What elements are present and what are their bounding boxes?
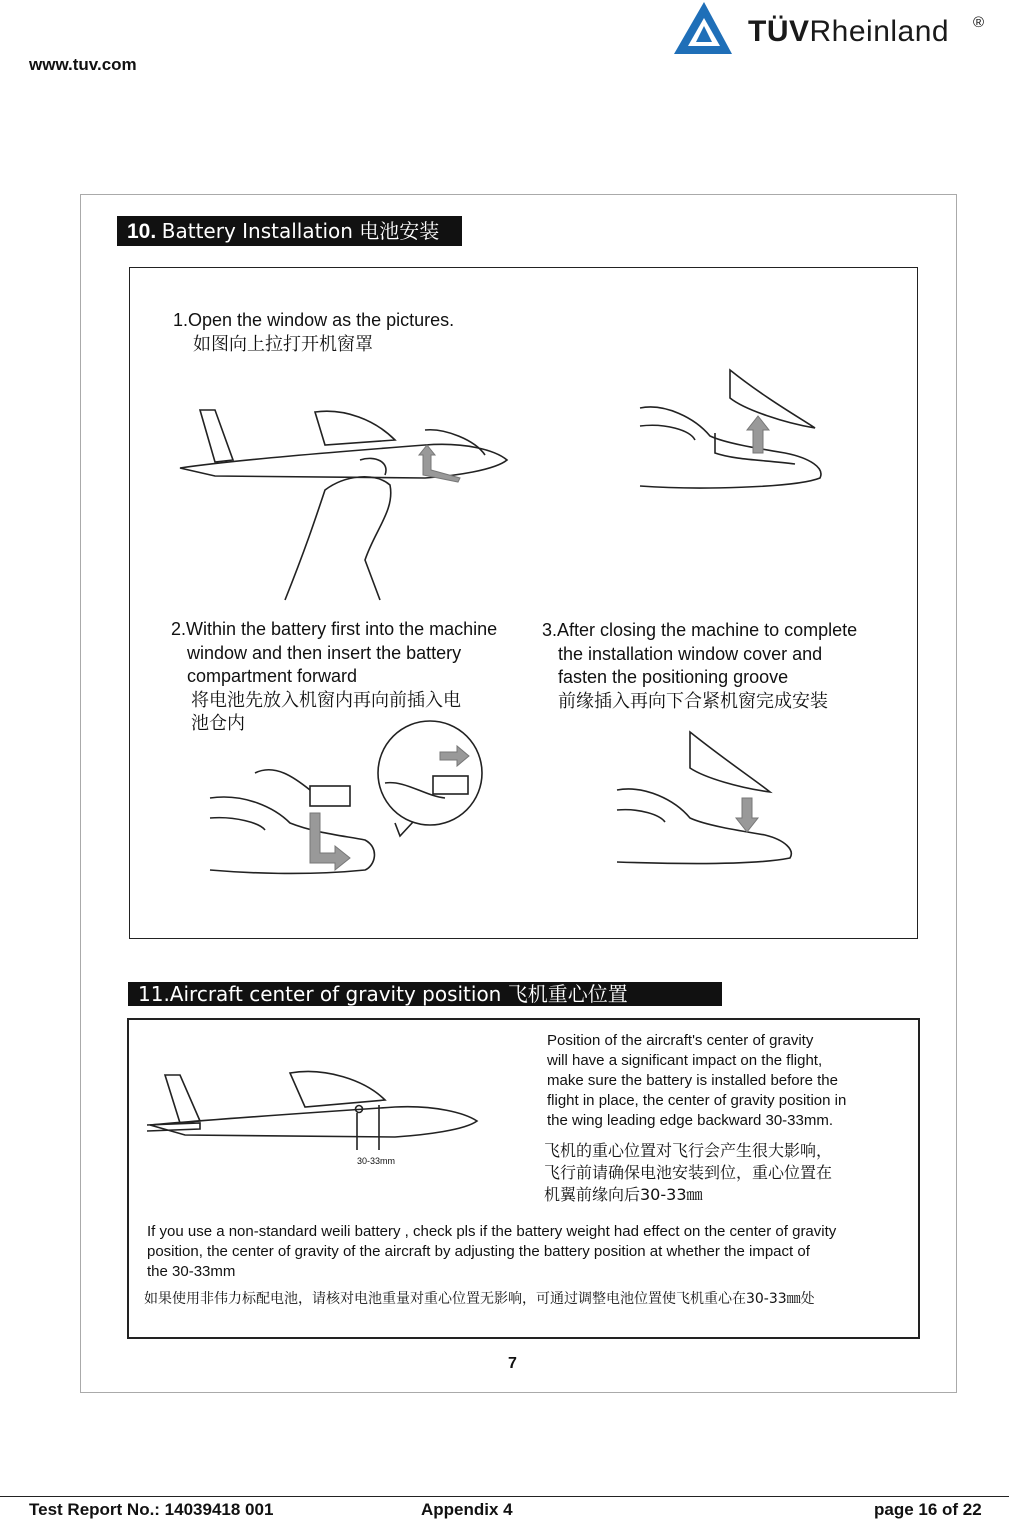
nonstandard-battery-note-zh: 如果使用非伟力标配电池，请核对电池重量对重心位置无影响，可通过调整电池位置使飞机重心在30-33㎜处 [144, 1291, 815, 1307]
step2-en-3: compartment forward [187, 666, 358, 686]
nonstd-en-1: If you use a non-standard weili battery , check pls if the battery weight had effect on the center of gravity [147, 1223, 837, 1240]
section10-title-bar [117, 216, 462, 246]
section10-number: 10. [127, 220, 157, 243]
cg-zh-2: 飞行前请确保电池安装到位，重心位置在 [544, 1163, 833, 1182]
nonstd-en-2: position, the center of gravity of the aircraft by adjusting the battery position at whether the impact of [147, 1243, 810, 1260]
cg-zh-1: 飞机的重心位置对飞行会产生很大影响， [544, 1141, 833, 1160]
step3-en-2: the installation window cover and [558, 643, 823, 664]
step2-zh-2: 池仓内 [191, 713, 245, 734]
cg-en-3: make sure the battery is installed before the [547, 1072, 838, 1089]
cg-en-5: the wing leading edge backward 30-33mm. [547, 1112, 834, 1129]
nonstd-en-3: the 30-33mm [147, 1263, 236, 1280]
cg-description-zh [544, 1140, 894, 1206]
site-url: www.tuv.com [29, 55, 137, 74]
manual-page-number: 7 [508, 1355, 517, 1372]
section10-title: Battery Installation 电池安装 [161, 219, 440, 243]
step2-en-1: 2.Within the battery first into the machine [171, 619, 498, 639]
cg-dimension-label: 30-33mm [357, 1156, 396, 1166]
footer-appendix: Appendix 4 [421, 1500, 513, 1519]
step3-text [542, 619, 902, 713]
section11-title-bar: 11.Aircraft center of gravity position 飞机重心位置 [128, 982, 722, 1006]
cg-description-en [547, 1031, 892, 1131]
cg-en-4: flight in place, the center of gravity position in [547, 1092, 847, 1109]
registered-mark: ® [973, 14, 985, 31]
logo-text: TÜVRheinland [748, 15, 950, 48]
step1-text [173, 309, 533, 356]
step2-en-2: window and then insert the battery [187, 642, 462, 663]
cg-plane-illustration [145, 1065, 485, 1175]
step3-zh: 前缘插入再向下合紧机窗完成安装 [558, 690, 828, 712]
nonstandard-battery-note-en [147, 1222, 917, 1282]
close-window-illustration [615, 730, 815, 870]
step1-zh: 如图向上拉打开机窗罩 [193, 333, 373, 355]
footer-divider [0, 1496, 1009, 1497]
plane-hand-illustration [175, 400, 515, 600]
step3-en-1: 3.After closing the machine to complete [542, 620, 858, 640]
cg-en-2: will have a significant impact on the flight, [547, 1052, 823, 1069]
open-window-illustration [635, 368, 835, 498]
cg-zh-3: 机翼前缘向后30-33㎜ [544, 1185, 703, 1204]
cg-en-1: Position of the aircraft's center of gravity [547, 1032, 814, 1049]
step1-en: 1.Open the window as the pictures. [173, 310, 455, 330]
battery-insert-illustration [205, 718, 495, 878]
footer-page: page 16 of 22 [874, 1500, 982, 1519]
footer-report-no: Test Report No.: 14039418 001 [29, 1500, 274, 1519]
step2-zh-1: 将电池先放入机窗内再向前插入电 [191, 689, 461, 711]
step3-en-3: fasten the positioning groove [558, 667, 789, 687]
